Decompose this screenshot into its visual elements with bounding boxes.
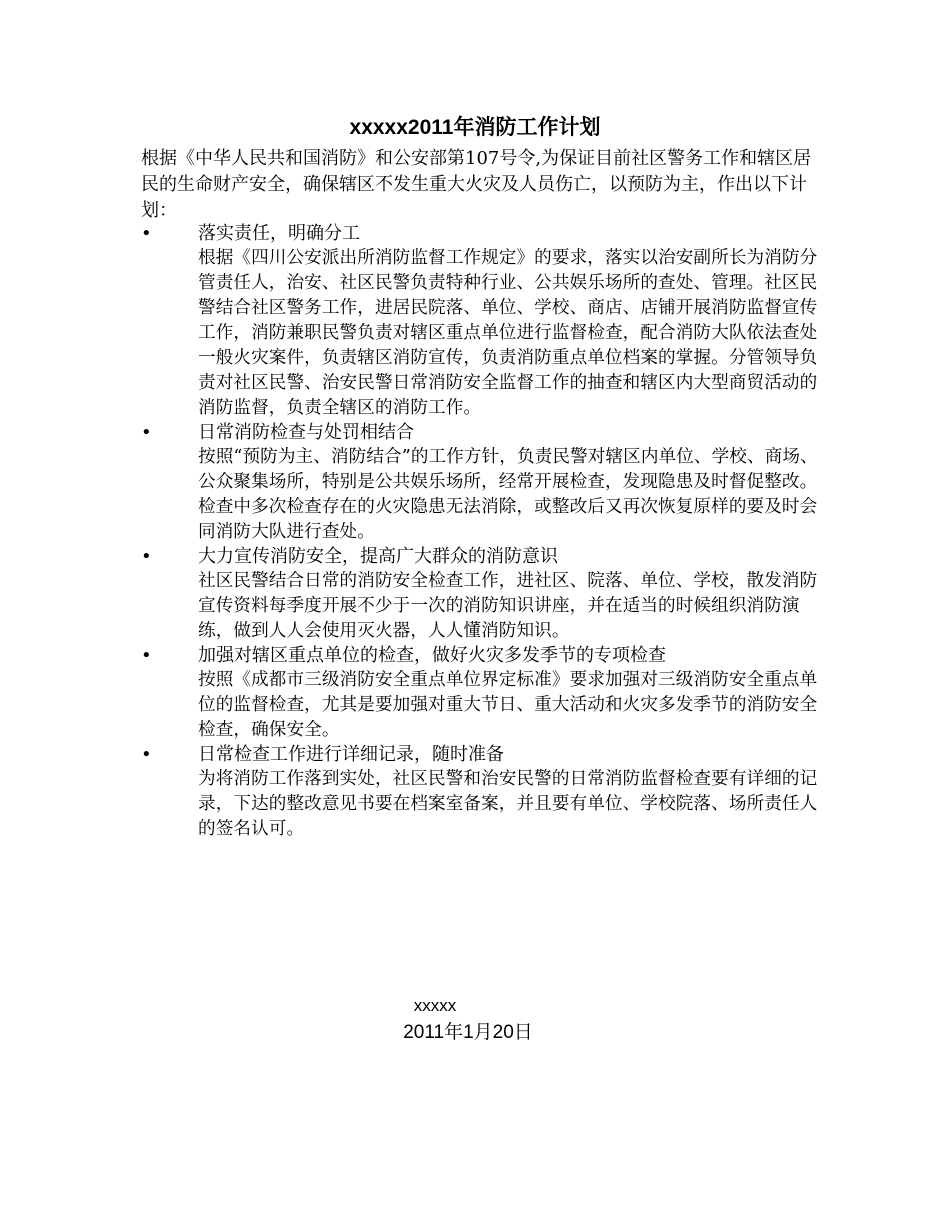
plan-section [141,545,831,644]
section-body: 根据《四川公安派出所消防监督工作规定》的要求，落实以治安副所长为消防分管责任人，治安、社区民警负责特种行业、公共娱乐场所的查处、管理。社区民警结合社区警务工作，进居民院落、单位、学校、商店、店铺开展消防监督宣传工作，消防兼职民警负责对辖区重点单位进行监督检查，配合消防大队依法查处一般火灾案件，负责辖区消防宣传，负责消防重点单位档案的掌握。分管领导负责对社区民警、治安民警日常消防安全监督工作的抽查和辖区内大型商贸活动的消防监督，负责全辖区的消防工作。 [198,248,818,418]
document-date: 2011年1月20日 [403,1022,533,1043]
bullet-icon: • [141,744,152,765]
document-title: xxxxx2011年消防工作计划 [349,116,601,139]
section-heading: 大力宣传消防安全，提高广大群众的消防意识 [198,546,558,567]
section-body: 社区民警结合日常的消防安全检查工作，进社区、院落、单位、学校，散发消防宣传资料每季度开展不少于一次的消防知识讲座，并在适当的时候组织消防演练，做到人人会使用灭火器，人人懂消防知识。 [198,571,818,641]
section-heading: 日常消防检查与处罚相结合 [198,422,414,443]
plan-section [141,743,831,842]
section-heading: 日常检查工作进行详细记录，随时准备 [198,744,504,765]
section-heading: 加强对辖区重点单位的检查，做好火灾多发季节的专项检查 [198,645,666,666]
plan-section [141,644,831,743]
bullet-icon: • [141,422,152,443]
plan-section-list [141,222,831,842]
section-heading: 落实责任，明确分工 [198,223,360,244]
intro-paragraph: 根据《中华人民共和国消防》和公安部第107号令,为保证目前社区警务工作和辖区居民的生命财产安全，确保辖区不发生重大火灾及人员伤亡，以预防为主，作出以下计划： [141,148,812,221]
section-body: 按照“预防为主、消防结合”的工作方针，负责民警对辖区内单位、学校、商场、公众聚集场所，特别是公共娱乐场所，经常开展检查，发现隐患及时督促整改。检查中多次检查存在的火灾隐患无法消除，或整改后又再次恢复原样的要及时会同消防大队进行查处。 [198,447,818,542]
bullet-icon: • [141,546,152,567]
bullet-icon: • [141,645,152,666]
section-body: 为将消防工作落到实处，社区民警和治安民警的日常消防监督检查要有详细的记录，下达的整改意见书要在档案室备案，并且要有单位、学校院落、场所责任人的签名认可。 [198,769,818,839]
plan-section [141,421,831,545]
section-body: 按照《成都市三级消防安全重点单位界定标准》要求加强对三级消防安全重点单位的监督检查，尤其是要加强对重大节日、重大活动和火灾多发季节的消防安全检查，确保安全。 [198,670,818,740]
bullet-icon: • [141,223,152,244]
plan-section [141,222,831,421]
signature-line: xxxxx [413,996,457,1015]
